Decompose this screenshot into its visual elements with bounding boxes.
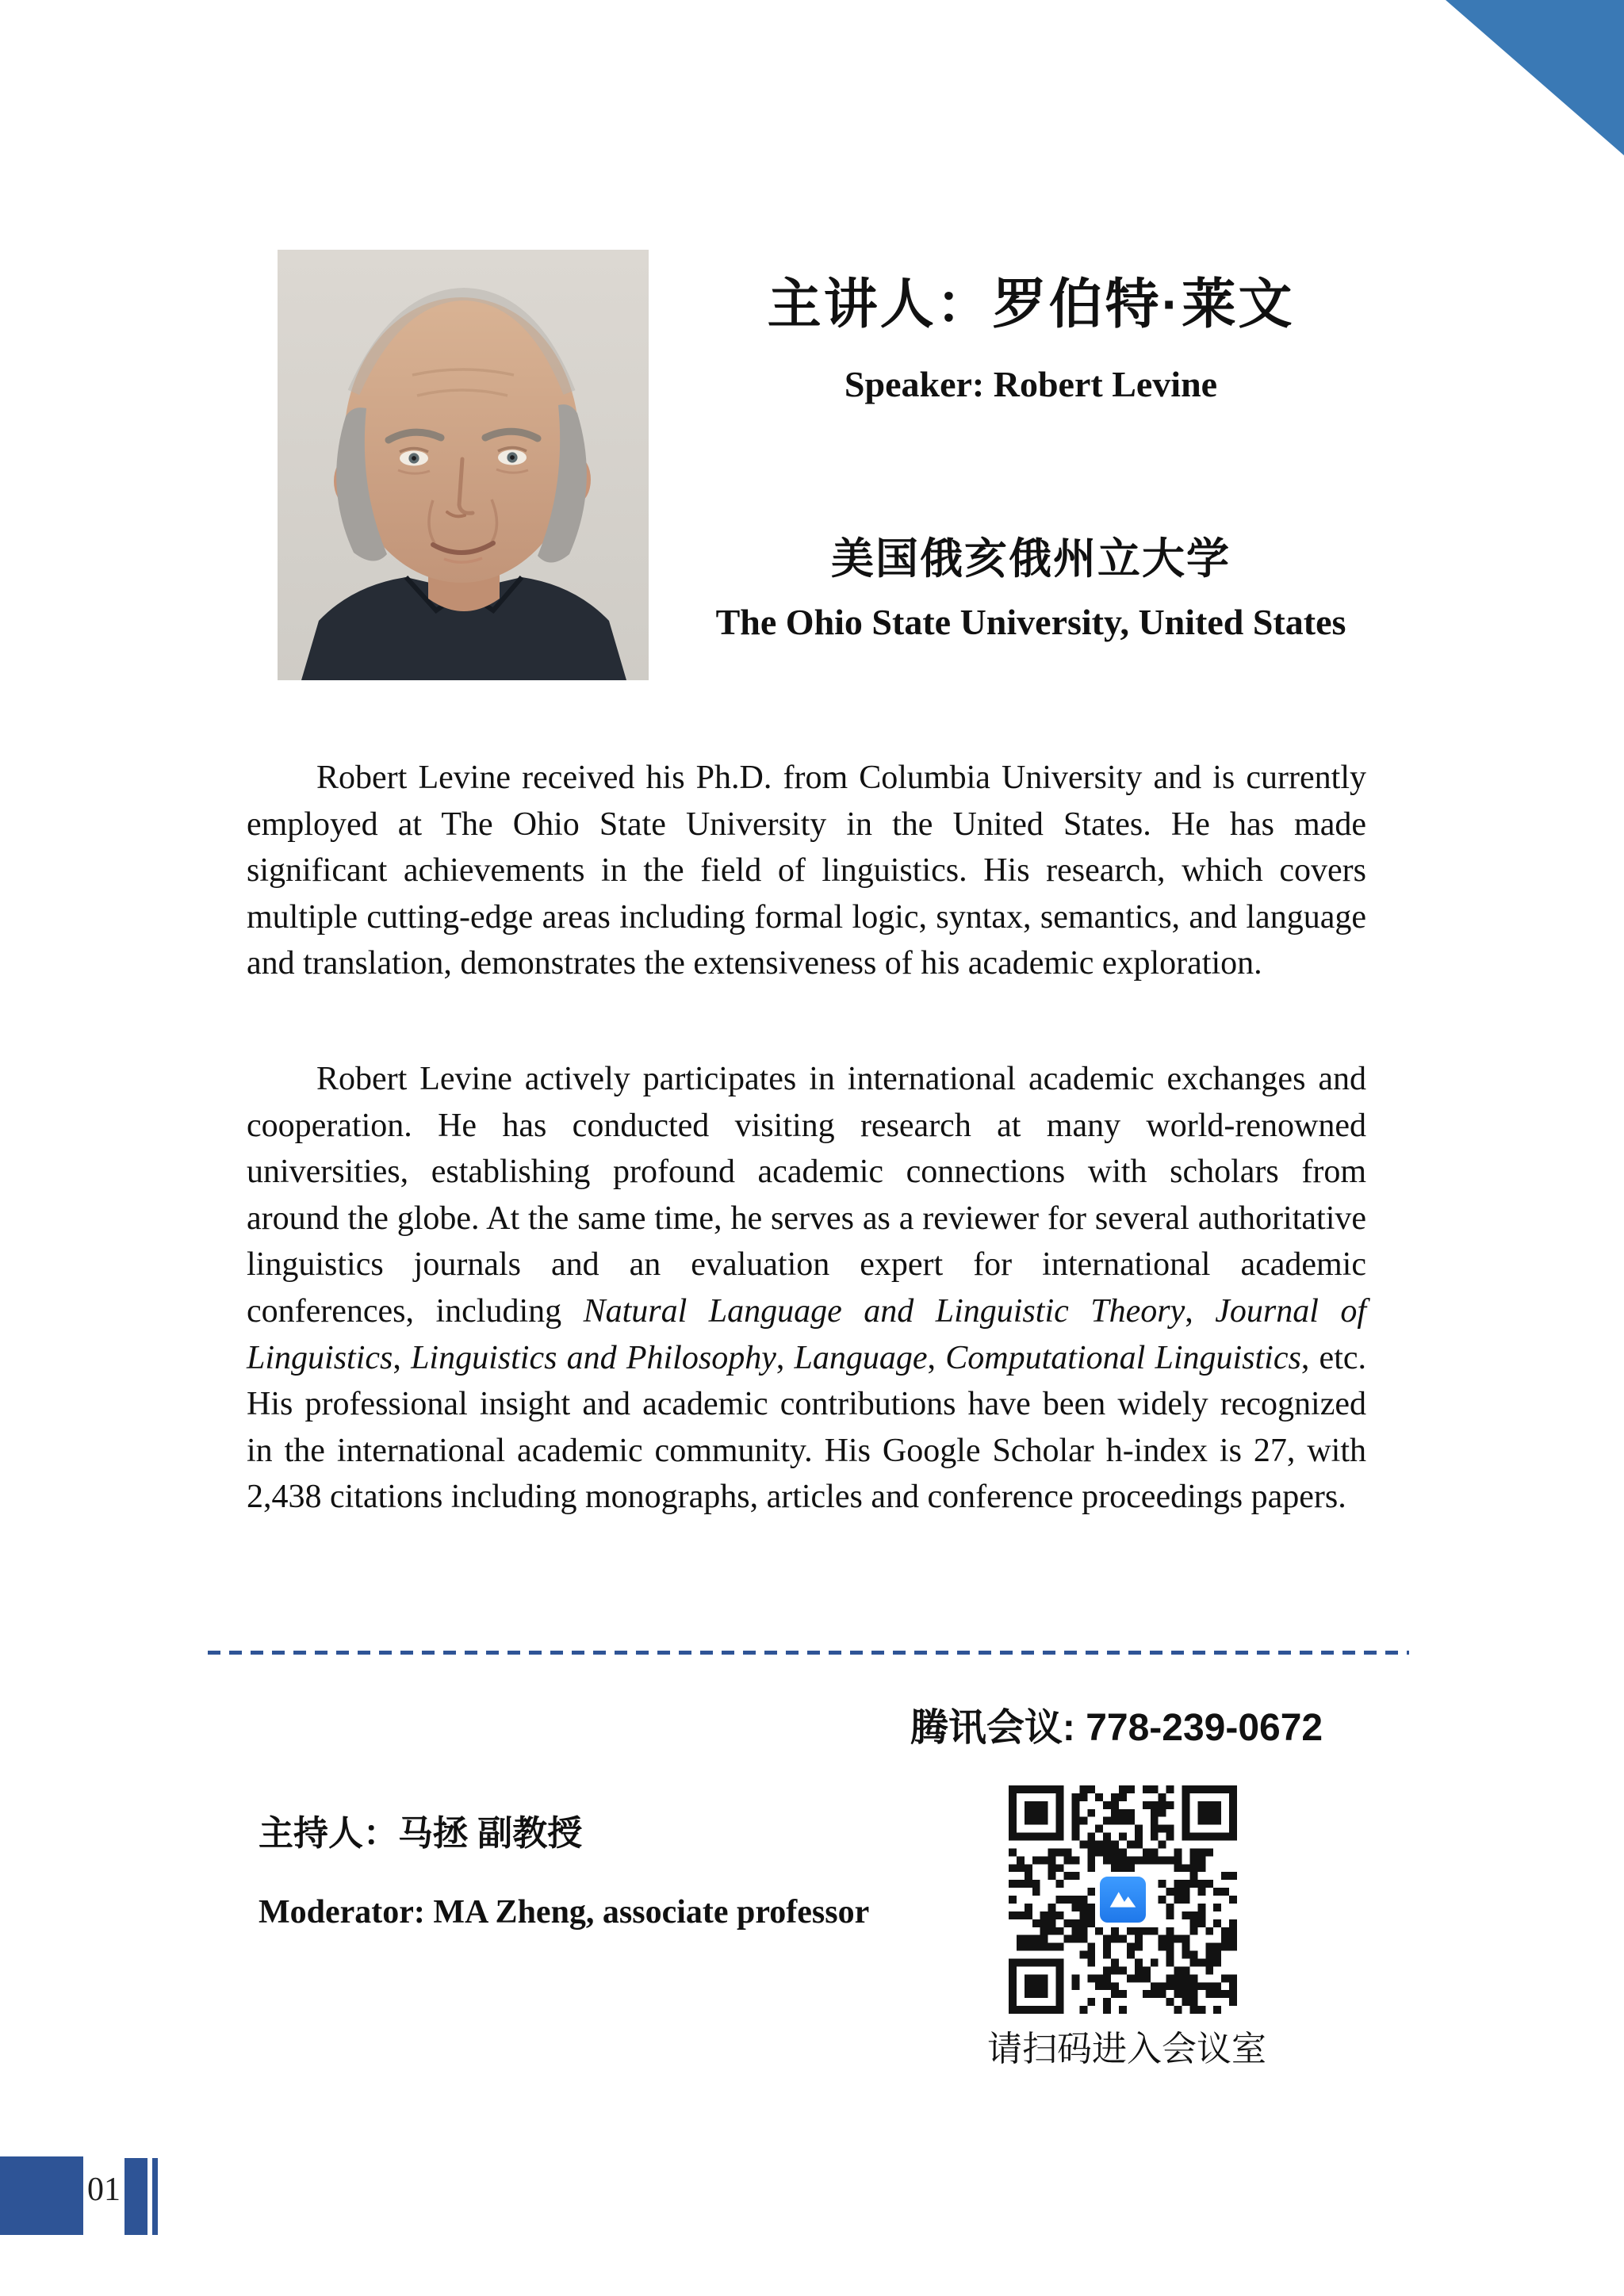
meeting-id: 778-239-0672 <box>1086 1707 1323 1749</box>
footer-blue-block <box>0 2156 83 2235</box>
affiliation-cn: 美国俄亥俄州立大学 <box>831 535 1231 583</box>
moderator-line-cn: 主持人：马拯 副教授 <box>259 1814 583 1853</box>
meeting-info-line <box>872 1697 1361 1751</box>
footer-blue-bar-thin <box>152 2158 158 2235</box>
bio-paragraph-1: Robert Levine received his Ph.D. from Columbia University and is currently employed at The Ohio State University in the United States. He has made significant achievements in the field of linguistics. His research, which covers multiple cutting-edge areas including formal logic, syntax, semantics, and language and translation, demonstrates the extensiveness of his academic exploration. <box>247 760 1366 982</box>
meeting-platform-label: 腾讯会议: <box>910 1707 1086 1749</box>
bio-paragraph-2: Robert Levine actively participates in international academic exchanges and cooperation. He has conducted visiting research at many world-renowned universities, establishing profound academic connections with scholars from around the globe. At the same time, he serves as a reviewer for several authoritative linguistics journals and an evaluation expert for international academic conferences, including Natural Language and Linguistic Theory, Journal of Linguistics, Linguistics and Philosophy, Language, Computational Linguistics, etc. His professional insight and academic contributions have been widely recognized in the international academic community. His Google Scholar h-index is 27, with 2,438 citations including monographs, articles and conference proceedings papers. <box>247 1061 1366 1516</box>
page-number: 01 <box>87 2172 121 2208</box>
moderator-line-en: Moderator: MA Zheng, associate professor <box>259 1894 870 1931</box>
speaker-portrait-illustration <box>278 250 649 680</box>
corner-triangle-decoration <box>1446 0 1624 155</box>
mountain-glyph <box>1105 1881 1141 1918</box>
page-title-cn: 主讲人：罗伯特·莱文 <box>767 274 1295 335</box>
speaker-name-en: Speaker: Robert Levine <box>844 364 1218 404</box>
tencent-meeting-logo-icon <box>1097 1873 1149 1926</box>
affiliation-en: The Ohio State University, United States <box>715 602 1346 642</box>
speaker-photo <box>278 250 649 680</box>
footer-blue-bar-thick <box>124 2158 147 2235</box>
qr-caption: 请扫码进入会议室 <box>987 2030 1266 2068</box>
dashed-divider <box>208 1651 1409 1655</box>
